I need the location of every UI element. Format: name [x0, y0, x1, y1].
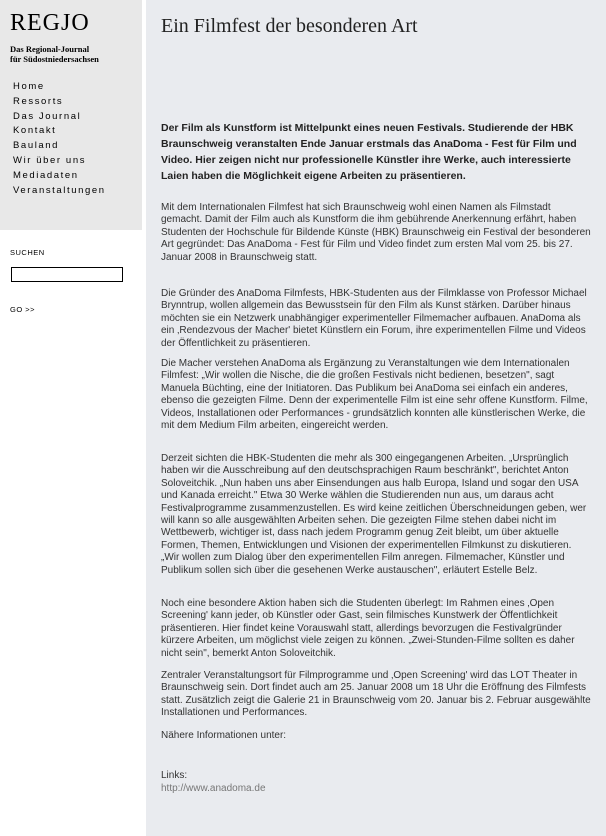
article-paragraph: Die Macher verstehen AnaDoma als Ergänzung zu Veranstaltungen wie dem Internationalen Filmfest: „Wir wollen die Nische, die die großen Festivals nicht bedienen, besetzen", sagt Manuela Büchting, eine der Initiatoren. Das Publikum bei AnaDoma sei einfach ein anderes, ebenso die gezeigten Filme. Denn der experimentelle Film ist eine sehr offene Kunstform. Filme, Videos, Installationen oder Performances - grundsätzlich konnten alle künstlerischen Werke, die mit dem Medium Film arbeiten, eingereicht werden. [161, 358, 588, 432]
site-tagline [10, 44, 99, 64]
article-paragraph: Zentraler Veranstaltungsort für Filmprogramme und ‚Open Screening' wird das LOT Theater in Braunschweig sein. Dort findet auch am 25. Januar 2008 um 18 Uhr die Eröffnung des Filmfests statt. Zusätzlich zeigt die Galerie 21 in Braunschweig vom 20. Januar bis 2. Februar ausgewählte Installationen und Performances. [161, 670, 591, 719]
nav-item-mediadaten[interactable]: Mediadaten [13, 169, 79, 181]
sidebar-header [0, 0, 142, 230]
nav-item-veranstaltungen[interactable]: Veranstaltungen [13, 184, 106, 196]
main-nav [13, 80, 106, 198]
article-paragraph: Die Gründer des AnaDoma Filmfests, HBK-Studenten aus der Filmklasse von Professor Michael Brynntrup, wollen allgemein das Bewusstsein für den Film als Kunst stärken. Darüber hinaus möchten sie ein Netzwerk unabhängiger experimenteller Filmemacher aufbauen. AnaDoma als ein ‚Rendezvous der Macher' bietet Künstlern ein Forum, ihre experimentellen Filme und Videos der Öffentlichkeit zu präsentieren. [161, 288, 587, 349]
article-paragraph: Noch eine besondere Aktion haben sich die Studenten überlegt: Im Rahmen eines ‚Open Screening' kann jeder, ob Künstler oder Gast, sein filmisches Kunstwerk der Öffentlichkeit präsentieren. Hier findet keine Vorauswahl statt, allerdings bevorzugen die Festivalgründer kürzere Arbeiten, um möglichst viele zeigen zu können. „Zwei-Stunden-Filme sollten es daher nicht sein", bemerkt Anton Soloveitchik. [161, 598, 575, 659]
sidebar [0, 0, 142, 836]
tagline-line-1: Das Regional-Journal [10, 44, 90, 54]
article-paragraph: Derzeit sichten die HBK-Studenten die mehr als 300 eingegangenen Arbeiten. „Ursprünglich haben wir die Ausschreibung auf den deutschsprachigen Raum beschränkt", berichtet Anton Soloveitchik. „Nun haben uns aber Einsendungen aus halb Europa, Island und sogar den USA und Kanada erreicht." Etwa 30 Werke wählen die Studierenden nun aus, um daraus acht Festivalprogramme zusammenzustellen. Es wird keine zeitlichen Überschneidungen geben, wer will kann so alle ausgewählten Arbeiten sehen. Die gezeigten Filme stehen dabei nicht im Wettbewerb, wichtiger ist, dass nach jedem Programm genug Zeit bleibt, um über aktuelle Formen, Themen, Entwicklungen und Visionen der experimentellen Filmkunst zu diskutieren. „Wir wollen zum Dialog über den experimentellen Film anregen. Filmemacher, Künstler und Publikum sollen sich über die gesehenen Werke austauschen", erläutert Estelle Belz. [161, 453, 587, 576]
article-area [146, 0, 606, 836]
tagline-line-2: für Südostniedersachsen [10, 54, 99, 64]
article-paragraph: Mit dem Internationalen Filmfest hat sich Braunschweig wohl einen Namen als Filmstadt gemacht. Damit der Film auch als Kunstform die ihm gebührende Anerkennung erfährt, haben Studenten der Hochschule für Bildende Künste (HBK) Braunschweig ein Festival der besonderen Art gegründet: Das AnaDoma - Fest für Film und Video findet zum ersten Mal vom 25. bis 27. Januar 2008 in Braunschweig statt. [161, 202, 591, 263]
nav-item-wir-ueber-uns[interactable]: Wir über uns [13, 154, 87, 166]
search-go-button[interactable]: GO >> [10, 305, 36, 314]
nav-item-ressorts[interactable]: Ressorts [13, 95, 64, 107]
links-label: Links: [161, 770, 188, 781]
more-info-text: Nähere Informationen unter: [161, 730, 287, 741]
nav-item-das-journal[interactable]: Das Journal [13, 110, 82, 122]
search-label: SUCHEN [10, 248, 45, 257]
anadoma-link[interactable]: http://www.anadoma.de [161, 783, 266, 794]
article-lead: Der Film als Kunstform ist Mittelpunkt eines neuen Festivals. Studierende der HBK Braunschweig veranstalten Ende Januar erstmals das AnaDoma - Fest für Film und Video. Hier zeigen nicht nur professionelle Künstler ihre Werke, auch interessierte Laien haben die Möglichkeit eigene Arbeiten zu präsentieren. [161, 122, 577, 182]
nav-item-home[interactable]: Home [13, 81, 45, 92]
site-logo[interactable]: REGJO [10, 10, 90, 36]
search-input[interactable] [11, 267, 123, 282]
page-title: Ein Filmfest der besonderen Art [161, 15, 418, 37]
nav-item-kontakt[interactable]: Kontakt [13, 125, 57, 137]
nav-item-bauland[interactable]: Bauland [13, 140, 60, 152]
